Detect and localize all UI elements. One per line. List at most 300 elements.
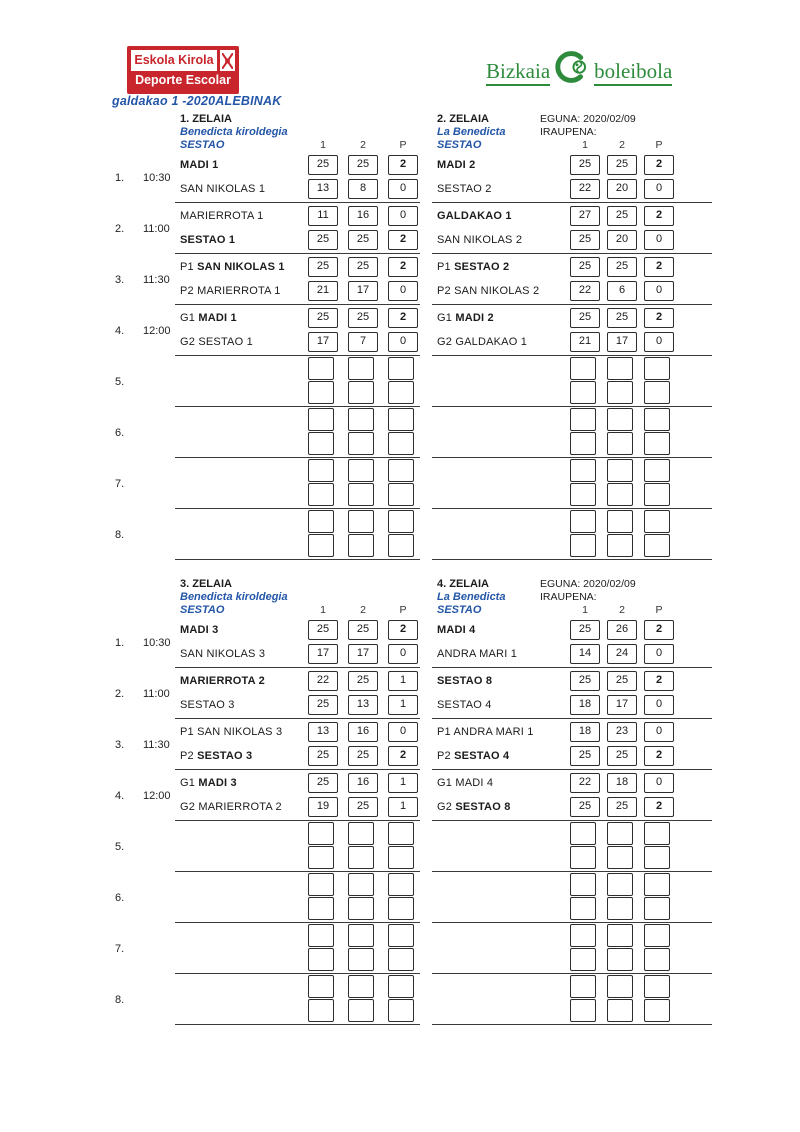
section-club: SESTAO: [437, 604, 482, 616]
column-gap: [420, 821, 432, 872]
empty-score-box: [607, 846, 633, 869]
team-prefix: P1: [180, 261, 198, 273]
empty-score-box: [388, 999, 414, 1022]
team-prefix: G1: [437, 777, 456, 789]
team-line: [175, 975, 420, 999]
team-name-text: MARIERROTA 1: [180, 210, 264, 222]
iraupena-label: IRAUPENA:: [540, 591, 597, 603]
team-line: [175, 255, 420, 279]
score-box: 25: [308, 695, 338, 715]
team-prefix: P2: [437, 285, 455, 297]
row-number: 5.: [115, 840, 125, 853]
match-row: [113, 872, 733, 923]
match-cell: [432, 974, 712, 1025]
team-name: [180, 720, 282, 744]
score-box: 17: [308, 644, 338, 664]
score-box: 1: [388, 797, 418, 817]
row-time: 11:00: [143, 222, 170, 235]
column-gap: [420, 719, 432, 770]
team-name: [180, 771, 237, 795]
team-name: [437, 693, 492, 717]
column-gap: [420, 668, 432, 719]
team-name: [180, 177, 265, 201]
score-box: 20: [607, 230, 637, 250]
empty-score-box: [308, 873, 334, 896]
score-box: 22: [308, 671, 338, 691]
page-title: galdakao 1 -2020ALEBINAK: [112, 94, 282, 108]
eskola-kirola-label: Eskola Kirola: [131, 50, 217, 71]
column-header-1: 1: [582, 604, 588, 616]
team-name-text: SESTAO 4: [454, 750, 510, 762]
team-prefix: G2: [180, 336, 199, 348]
empty-score-box: [607, 483, 633, 506]
row-label: [113, 821, 175, 872]
empty-score-box: [348, 432, 374, 455]
team-line: [175, 459, 420, 483]
empty-score-box: [570, 846, 596, 869]
empty-score-box: [644, 534, 670, 557]
empty-score-box: [388, 975, 414, 998]
iraupena-label: IRAUPENA:: [540, 126, 597, 138]
team-line: [175, 330, 420, 354]
row-label: [113, 770, 175, 821]
score-box: 2: [644, 155, 674, 175]
score-box: 26: [607, 620, 637, 640]
team-line: [432, 381, 712, 405]
empty-score-box: [308, 948, 334, 971]
empty-score-box: [644, 897, 670, 920]
match-cell: [175, 719, 420, 770]
match-row: [113, 923, 733, 974]
score-box: 25: [607, 257, 637, 277]
header-gap: [420, 113, 432, 152]
score-box: 13: [308, 179, 338, 199]
team-name: [437, 669, 492, 693]
score-box: 25: [308, 308, 338, 328]
match-row: [113, 770, 733, 821]
team-name: [180, 618, 218, 642]
empty-score-box: [308, 510, 334, 533]
empty-score-box: [348, 534, 374, 557]
score-box: 0: [388, 332, 418, 352]
column-gap: [420, 152, 432, 203]
team-line: [175, 534, 420, 558]
team-line: [175, 381, 420, 405]
team-line: [175, 483, 420, 507]
match-row: [113, 356, 733, 407]
score-box: 0: [388, 722, 418, 742]
empty-score-box: [570, 975, 596, 998]
team-name-text: SESTAO 3: [180, 699, 235, 711]
score-box: 16: [348, 722, 378, 742]
match-cell: [432, 305, 712, 356]
empty-score-box: [308, 483, 334, 506]
team-line: [432, 204, 712, 228]
empty-score-box: [607, 897, 633, 920]
team-name: [180, 279, 281, 303]
team-name: [180, 795, 282, 819]
team-line: [432, 873, 712, 897]
team-name: [437, 618, 475, 642]
row-label: [113, 458, 175, 509]
score-box: 25: [570, 155, 600, 175]
column-header-1: 1: [582, 139, 588, 151]
team-name: [437, 795, 511, 819]
match-cell: [432, 923, 712, 974]
empty-score-box: [644, 408, 670, 431]
empty-score-box: [570, 510, 596, 533]
empty-score-box: [348, 948, 374, 971]
team-line: [175, 642, 420, 666]
empty-score-box: [308, 897, 334, 920]
empty-score-box: [607, 510, 633, 533]
score-box: 2: [388, 230, 418, 250]
empty-score-box: [348, 459, 374, 482]
team-name: [437, 228, 522, 252]
team-line: [432, 744, 712, 768]
score-box: 2: [388, 620, 418, 640]
score-box: 0: [644, 179, 674, 199]
team-line: [432, 330, 712, 354]
score-box: 25: [308, 230, 338, 250]
match-cell: [432, 254, 712, 305]
section-venue: Benedicta kiroldegia: [180, 126, 288, 138]
empty-score-box: [570, 534, 596, 557]
column-gap: [420, 458, 432, 509]
team-line: [432, 795, 712, 819]
empty-score-box: [388, 948, 414, 971]
row-number: 4.: [115, 324, 125, 337]
section-header: [175, 578, 420, 617]
score-box: 0: [388, 281, 418, 301]
team-line: [432, 279, 712, 303]
row-time: 12:00: [143, 324, 171, 337]
match-cell: [175, 617, 420, 668]
team-line: [175, 924, 420, 948]
score-box: 22: [570, 281, 600, 301]
score-box: 1: [388, 671, 418, 691]
score-box: 17: [607, 695, 637, 715]
team-line: [432, 510, 712, 534]
team-prefix: P1: [437, 261, 455, 273]
empty-score-box: [607, 822, 633, 845]
score-box: 13: [348, 695, 378, 715]
score-box: 25: [570, 746, 600, 766]
empty-score-box: [308, 534, 334, 557]
team-name-text: ANDRA MARI 1: [453, 726, 534, 738]
team-line: [175, 873, 420, 897]
empty-score-box: [570, 948, 596, 971]
team-line: [432, 432, 712, 456]
match-cell: [175, 770, 420, 821]
empty-score-box: [644, 483, 670, 506]
score-box: 25: [308, 620, 338, 640]
row-label: [113, 617, 175, 668]
empty-score-box: [308, 975, 334, 998]
team-prefix: G2: [437, 801, 456, 813]
match-row: [113, 719, 733, 770]
row-time: 10:30: [143, 171, 171, 184]
score-box: 25: [607, 155, 637, 175]
empty-score-box: [348, 483, 374, 506]
team-line: [175, 177, 420, 201]
column-header-2: 2: [619, 139, 625, 151]
section-title: 1. ZELAIA: [180, 113, 232, 125]
team-name-text: MADI 2: [455, 312, 494, 324]
team-line: [432, 228, 712, 252]
team-line: [175, 153, 420, 177]
row-number: 6.: [115, 426, 125, 439]
score-box: 0: [388, 206, 418, 226]
score-box: 22: [570, 773, 600, 793]
team-line: [175, 510, 420, 534]
empty-score-box: [607, 924, 633, 947]
team-name-text: SESTAO 1: [198, 336, 253, 348]
row-number: 8.: [115, 993, 125, 1006]
score-box: 17: [308, 332, 338, 352]
team-name: [180, 669, 265, 693]
team-name-text: GALDAKAO 1: [455, 336, 528, 348]
boleibola-label: boleibola: [594, 60, 672, 86]
column-header-p: P: [399, 139, 407, 151]
row-time: 12:00: [143, 789, 171, 802]
empty-score-box: [348, 408, 374, 431]
empty-score-box: [570, 873, 596, 896]
team-name: [437, 255, 509, 279]
team-name: [437, 153, 475, 177]
score-box: 0: [388, 179, 418, 199]
empty-score-box: [607, 357, 633, 380]
match-cell: [432, 407, 712, 458]
team-name-text: MADI 1: [198, 312, 237, 324]
empty-score-box: [607, 975, 633, 998]
row-number: 3.: [115, 738, 125, 751]
column-header-p: P: [655, 139, 663, 151]
team-prefix: P1: [180, 726, 198, 738]
team-line: [432, 153, 712, 177]
team-line: [432, 255, 712, 279]
section-venue: La Benedicta: [437, 591, 506, 603]
team-line: [175, 720, 420, 744]
team-line: [175, 795, 420, 819]
score-box: 25: [308, 257, 338, 277]
empty-score-box: [570, 357, 596, 380]
match-row: [113, 821, 733, 872]
row-time: 11:30: [143, 738, 170, 751]
empty-score-box: [607, 948, 633, 971]
row-label: [113, 509, 175, 560]
score-box: 0: [644, 281, 674, 301]
row-number: 2.: [115, 222, 125, 235]
team-line: [432, 618, 712, 642]
empty-score-box: [388, 822, 414, 845]
empty-score-box: [308, 432, 334, 455]
score-box: 25: [570, 620, 600, 640]
row-label: [113, 203, 175, 254]
empty-score-box: [308, 999, 334, 1022]
empty-score-box: [644, 948, 670, 971]
team-name-text: SESTAO 2: [454, 261, 510, 273]
empty-score-box: [308, 408, 334, 431]
match-cell: [175, 458, 420, 509]
bizkaia-label: Bizkaia: [486, 60, 550, 86]
team-prefix: P1: [437, 726, 454, 738]
team-prefix: P2: [437, 750, 455, 762]
score-box: 2: [644, 671, 674, 691]
score-box: 27: [570, 206, 600, 226]
match-row: [113, 974, 733, 1025]
empty-score-box: [348, 897, 374, 920]
header-spacer: [113, 578, 175, 617]
match-cell: [432, 617, 712, 668]
team-line: [175, 279, 420, 303]
score-box: 19: [308, 797, 338, 817]
team-line: [175, 669, 420, 693]
row-label: [113, 152, 175, 203]
match-cell: [175, 254, 420, 305]
team-line: [432, 897, 712, 921]
team-name-text: SESTAO 8: [437, 675, 493, 687]
match-row: [113, 617, 733, 668]
empty-score-box: [388, 432, 414, 455]
section-title: 4. ZELAIA: [437, 578, 489, 590]
team-name-text: SAN NIKOLAS 3: [180, 648, 266, 660]
team-line: [432, 720, 712, 744]
empty-score-box: [570, 924, 596, 947]
score-box: 0: [644, 695, 674, 715]
score-box: 7: [348, 332, 378, 352]
row-label: [113, 407, 175, 458]
team-line: [175, 999, 420, 1023]
empty-score-box: [644, 510, 670, 533]
empty-score-box: [388, 381, 414, 404]
eskola-logo-top: [131, 50, 235, 71]
score-box: 13: [308, 722, 338, 742]
team-name-text: SAN NIKOLAS 3: [197, 726, 283, 738]
team-name-text: SESTAO 2: [437, 183, 492, 195]
match-cell: [432, 770, 712, 821]
empty-score-box: [388, 408, 414, 431]
empty-score-box: [308, 381, 334, 404]
score-box: 21: [308, 281, 338, 301]
team-line: [432, 693, 712, 717]
bizkaia-emblem-icon: [553, 50, 593, 90]
team-name: [437, 177, 492, 201]
score-box: 25: [570, 797, 600, 817]
row-number: 7.: [115, 477, 125, 490]
empty-score-box: [388, 459, 414, 482]
column-header-p: P: [655, 604, 663, 616]
team-prefix: G2: [437, 336, 456, 348]
section-header: [432, 113, 712, 152]
score-box: 25: [308, 773, 338, 793]
empty-score-box: [644, 975, 670, 998]
team-line: [175, 822, 420, 846]
match-cell: [432, 872, 712, 923]
empty-score-box: [388, 357, 414, 380]
empty-score-box: [644, 432, 670, 455]
empty-score-box: [388, 534, 414, 557]
match-cell: [175, 974, 420, 1025]
team-name: [180, 306, 237, 330]
section-venue: La Benedicta: [437, 126, 506, 138]
section-club: SESTAO: [180, 604, 225, 616]
score-box: 25: [607, 671, 637, 691]
team-line: [175, 408, 420, 432]
team-name-text: SESTAO 3: [197, 750, 253, 762]
empty-score-box: [607, 999, 633, 1022]
empty-score-box: [348, 999, 374, 1022]
score-box: 24: [607, 644, 637, 664]
section-header: [432, 578, 712, 617]
empty-score-box: [607, 381, 633, 404]
team-name-text: MARIERROTA 2: [198, 801, 282, 813]
team-line: [432, 408, 712, 432]
team-name-text: SAN NIKOLAS 2: [454, 285, 540, 297]
score-box: 0: [644, 332, 674, 352]
team-name-text: MADI 4: [437, 624, 476, 636]
match-row: [113, 407, 733, 458]
row-number: 7.: [115, 942, 125, 955]
score-box: 0: [644, 644, 674, 664]
team-name-text: MARIERROTA 1: [197, 285, 281, 297]
row-number: 6.: [115, 891, 125, 904]
team-prefix: G1: [180, 777, 199, 789]
empty-score-box: [644, 459, 670, 482]
match-cell: [175, 203, 420, 254]
team-name: [180, 204, 264, 228]
score-box: 25: [570, 671, 600, 691]
column-header-p: P: [399, 604, 407, 616]
column-gap: [420, 254, 432, 305]
empty-score-box: [348, 924, 374, 947]
score-box: 25: [348, 257, 378, 277]
score-box: 25: [607, 206, 637, 226]
team-line: [175, 306, 420, 330]
empty-score-box: [308, 357, 334, 380]
team-name: [437, 306, 494, 330]
empty-score-box: [308, 924, 334, 947]
team-name-text: SAN NIKOLAS 1: [197, 261, 285, 273]
sheet-half: [113, 113, 733, 560]
score-box: 2: [644, 620, 674, 640]
score-box: 2: [388, 155, 418, 175]
empty-score-box: [308, 822, 334, 845]
team-line: [175, 204, 420, 228]
empty-score-box: [570, 897, 596, 920]
match-cell: [175, 356, 420, 407]
column-gap: [420, 407, 432, 458]
section-title: 3. ZELAIA: [180, 578, 232, 590]
score-box: 25: [607, 746, 637, 766]
team-prefix: P2: [180, 285, 198, 297]
empty-score-box: [607, 534, 633, 557]
score-box: 17: [348, 281, 378, 301]
column-gap: [420, 974, 432, 1025]
team-name-text: SAN NIKOLAS 1: [180, 183, 266, 195]
score-box: 17: [607, 332, 637, 352]
header-spacer: [113, 113, 175, 152]
team-line: [432, 948, 712, 972]
empty-score-box: [308, 459, 334, 482]
match-row: [113, 458, 733, 509]
score-box: 18: [570, 722, 600, 742]
column-header-2: 2: [360, 604, 366, 616]
score-box: 25: [348, 620, 378, 640]
team-name: [437, 720, 534, 744]
score-box: 25: [348, 308, 378, 328]
score-box: 25: [570, 308, 600, 328]
